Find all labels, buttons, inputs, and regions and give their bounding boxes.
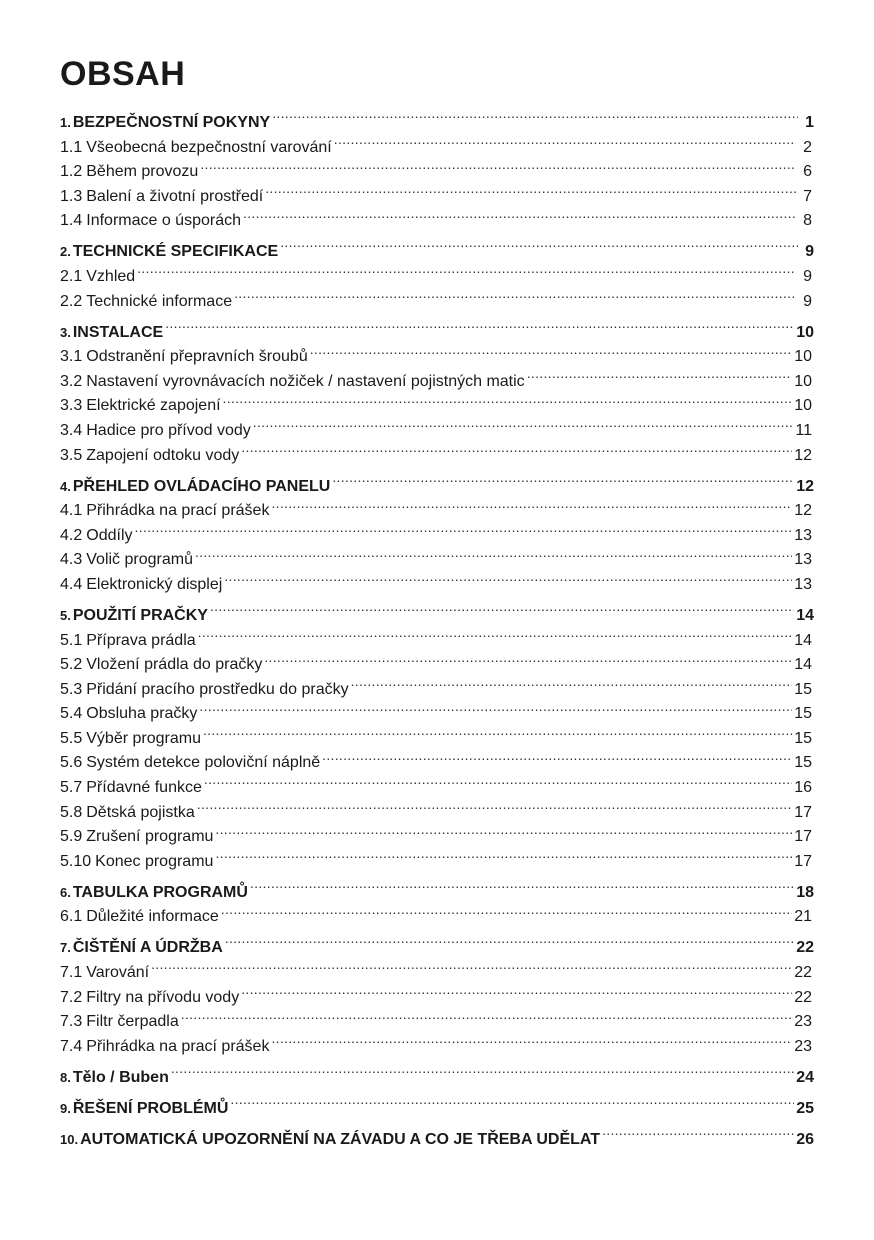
toc-entry-label: TECHNICKÉ SPECIFIKACE [72,243,279,261]
toc-entry-number: 3. [60,324,71,340]
toc-entry-label: Přídavné funkce [86,779,202,797]
toc-entry-number: 5.6 [60,754,83,772]
document-page [60,50,816,1148]
toc-entry-page-number: 2 [803,138,812,156]
toc-section [60,925,816,1055]
toc-entry-page-number: 16 [794,779,812,797]
toc-entry[interactable] [60,337,816,366]
toc-entry-number: 2.2 [60,292,83,310]
dot-leader [310,337,792,362]
toc-entry-label: POUŽITÍ PRAČKY [72,606,208,624]
toc-section [60,1086,816,1117]
toc-entry-label: Všeobecná bezpečnostní varování [86,138,332,156]
page-title: OBSAH [60,55,186,93]
toc-entry-page-number: 24 [796,1068,814,1086]
dot-leader [272,100,798,127]
toc-entry-label: Elektronický displej [86,575,223,593]
toc-entry-label: Oddíly [86,526,133,544]
toc-entry-label: Hadice pro přívod vody [86,421,251,439]
toc-entry-label: TABULKA PROGRAMŮ [72,883,248,901]
dot-leader [351,669,793,694]
toc-entry-page-number: 9 [805,243,814,261]
toc-entry-number: 5.2 [60,656,83,674]
dot-leader [198,620,793,645]
toc-entry-page-number: 15 [794,680,812,698]
toc-entry-label: Během provozu [86,163,199,181]
toc-entry[interactable] [60,952,816,982]
toc-entry-number: 4.1 [60,502,83,520]
toc-entry-page-number: 17 [794,803,812,821]
toc-section-heading[interactable] [60,310,816,341]
toc-entry-label: BEZPEČNOSTNÍ POKYNY [72,114,271,131]
toc-entry-number: 6. [60,884,71,900]
toc-entry-number: 5.7 [60,779,83,797]
dot-leader [221,897,792,922]
toc-entry-label: Zapojení odtoku vody [86,446,240,464]
dot-leader [243,201,796,226]
toc-entry-number: 3.2 [60,372,83,390]
dot-leader [241,977,792,1002]
toc-entry-label: ČIŠTĚNÍ A ÚDRŽBA [72,939,223,957]
toc-entry-label: Zrušení programu [86,828,214,846]
toc-entry-page-number: 23 [794,1037,812,1055]
dot-leader [195,540,792,565]
toc-entry-number: 7.3 [60,1013,83,1031]
toc-entry-label: Příprava prádla [86,631,196,649]
toc-section-heading[interactable] [60,100,816,131]
toc-entry-number: 7.1 [60,964,83,982]
toc-entry-number: 4.2 [60,526,83,544]
toc-entry-page-number: 9 [803,267,812,285]
toc-entry-page-number: 15 [794,754,812,772]
toc-entry-number: 5.4 [60,705,83,723]
toc-entry-number: 9. [60,1100,71,1116]
toc-entry-number: 7.2 [60,988,83,1006]
toc-entry-page-number: 1 [805,114,814,131]
toc-entry-page-number: 15 [794,729,812,747]
dot-leader [215,841,792,866]
dot-leader [181,1002,792,1027]
dot-leader [264,645,792,670]
toc-entry-number: 6.1 [60,908,83,926]
dot-leader [225,925,794,952]
dot-leader [332,464,794,491]
dot-leader [197,792,792,817]
toc-entry-label: Elektrické zapojení [86,397,221,415]
toc-entry-label: Důležité informace [86,908,219,926]
toc-entry-number: 2. [60,244,71,260]
dot-leader [253,410,794,435]
dot-leader [322,743,792,768]
toc-entry-label: INSTALACE [72,323,164,341]
toc-entry-number: 5.5 [60,729,83,747]
toc-entry-number: 5.8 [60,803,83,821]
toc-entry-label: Varování [86,964,150,982]
dot-leader [234,281,796,306]
toc-entry-page-number: 11 [795,421,812,439]
toc-entry-number: 4.3 [60,551,83,569]
toc-entry-page-number: 22 [794,988,812,1006]
toc-entry[interactable] [60,977,816,1006]
toc-entry-number: 4.4 [60,575,83,593]
toc-section [60,464,816,593]
dot-leader [271,1026,792,1051]
toc-entry-label: Informace o úsporách [86,212,241,230]
toc-entry-label: Tělo / Buben [72,1068,169,1086]
toc-entry-label: Výběr programu [86,729,201,747]
toc-entry-number: 5.1 [60,631,83,649]
toc-entry-page-number: 10 [796,323,814,341]
toc-entry-page-number: 15 [794,705,812,723]
toc-entry-label: Filtry na přívodu vody [86,988,240,1006]
toc-entry-label: Vzhled [86,267,136,285]
dot-leader [215,817,792,842]
dot-leader [602,1117,794,1144]
toc-entry-page-number: 10 [794,397,812,415]
toc-entry-label: Volič programů [86,551,193,569]
toc-entry-number: 1.4 [60,212,83,230]
toc-entry-number: 7. [60,940,71,956]
toc-entry-label: Přihrádka na prací prášek [86,1037,270,1055]
toc-entry-number: 2.1 [60,267,83,285]
toc-entry-page-number: 7 [803,187,812,205]
dot-leader [271,491,792,516]
dot-leader [137,256,796,281]
toc-entry[interactable] [60,256,816,285]
toc-entry-page-number: 14 [796,606,814,624]
table-of-contents [60,100,816,1148]
toc-entry-page-number: 26 [796,1130,814,1148]
toc-entry[interactable] [60,281,816,310]
toc-entry-number: 5.9 [60,828,83,846]
toc-entry-page-number: 12 [796,477,814,495]
toc-section-heading[interactable] [60,1055,816,1086]
dot-leader [171,1055,794,1082]
toc-section [60,100,816,230]
toc-entry-number: 5.10 [60,852,92,870]
toc-entry-number: 3.1 [60,348,83,366]
toc-entry-page-number: 22 [794,964,812,982]
toc-entry-page-number: 13 [794,575,812,593]
dot-leader [151,952,792,977]
toc-section [60,229,816,310]
toc-entry-label: Přidání pracího prostředku do pračky [86,680,349,698]
toc-entry-number: 3.4 [60,421,83,439]
toc-entry-label: Vložení prádla do pračky [86,656,263,674]
toc-entry-page-number: 13 [794,526,812,544]
dot-leader [200,152,796,177]
dot-leader [250,870,794,897]
toc-entry-number: 5. [60,607,71,623]
toc-entry-label: Balení a životní prostředí [86,187,264,205]
dot-leader [224,564,792,589]
toc-entry-label: Systém detekce poloviční náplně [86,754,321,772]
toc-entry-page-number: 6 [803,163,812,181]
toc-entry-number: 1.1 [60,138,83,156]
toc-entry-number: 3.5 [60,446,83,464]
toc-entry-page-number: 10 [794,348,812,366]
toc-entry-label: Odstranění přepravních šroubů [86,348,308,366]
toc-entry-number: 5.3 [60,680,83,698]
dot-leader [135,515,793,540]
toc-entry-page-number: 17 [794,852,812,870]
toc-entry-page-number: 14 [794,631,812,649]
toc-section [60,870,816,926]
toc-section-heading[interactable] [60,1086,816,1117]
toc-section [60,1055,816,1086]
toc-entry-label: Technické informace [86,292,233,310]
toc-entry-label: Nastavení vyrovnávacích nožiček / nastavení pojistných matic [86,372,525,390]
toc-entry-number: 8. [60,1069,71,1085]
dot-leader [203,718,792,743]
toc-entry-page-number: 21 [794,908,812,926]
toc-entry-label: Filtr čerpadla [86,1013,179,1031]
toc-entry[interactable] [60,515,816,544]
toc-entry-number: 10. [60,1131,79,1147]
toc-entry-number: 1. [60,115,71,130]
toc-entry-number: 1.2 [60,163,83,181]
dot-leader [223,386,793,411]
toc-entry-page-number: 18 [796,883,814,901]
dot-leader [334,127,796,152]
toc-entry-number: 7.4 [60,1037,83,1055]
toc-entry[interactable] [60,540,816,569]
toc-entry-page-number: 13 [794,551,812,569]
dot-leader [230,1086,794,1113]
dot-leader [204,767,792,792]
dot-leader [265,176,796,201]
dot-leader [199,694,792,719]
dot-leader [280,229,798,256]
toc-entry-number: 4. [60,478,71,494]
toc-entry-label: ŘEŠENÍ PROBLÉMŮ [72,1099,229,1117]
toc-section [60,310,816,464]
toc-entry-page-number: 14 [794,656,812,674]
toc-entry-page-number: 22 [796,939,814,957]
toc-entry-page-number: 17 [794,828,812,846]
toc-entry-label: Konec programu [95,852,214,870]
dot-leader [241,435,792,460]
toc-entry-label: Dětská pojistka [86,803,195,821]
dot-leader [527,361,793,386]
toc-entry-page-number: 12 [794,446,812,464]
toc-entry-page-number: 12 [794,502,812,520]
toc-entry-label: PŘEHLED OVLÁDACÍHO PANELU [72,477,331,495]
toc-entry-label: AUTOMATICKÁ UPOZORNĚNÍ NA ZÁVADU A CO JE TŘEBA UDĚLAT [80,1130,601,1148]
dot-leader [165,310,794,337]
toc-entry-number: 1.3 [60,187,83,205]
toc-entry-label: Přihrádka na prací prášek [86,502,270,520]
toc-entry-label: Obsluha pračky [86,705,198,723]
toc-entry-page-number: 10 [794,372,812,390]
dot-leader [210,593,794,620]
toc-entry-page-number: 25 [796,1099,814,1117]
toc-section [60,593,816,870]
toc-entry-page-number: 23 [794,1013,812,1031]
toc-entry-page-number: 9 [803,292,812,310]
toc-entry-number: 3.3 [60,397,83,415]
toc-entry-page-number: 8 [803,212,812,230]
